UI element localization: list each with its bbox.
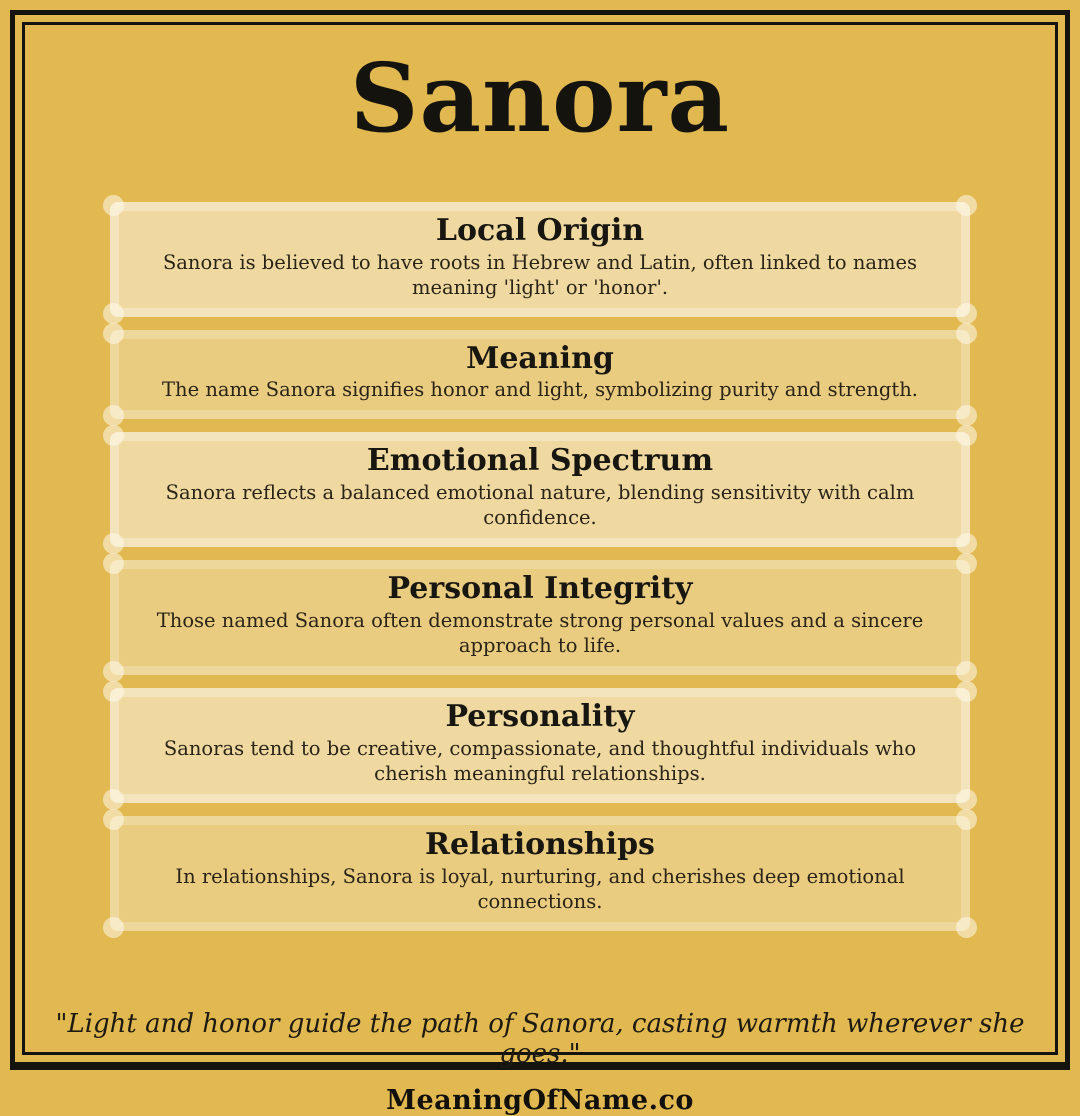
section-title: Personality — [445, 699, 635, 735]
section-body: Those named Sanora often demonstrate strong personal values and a sincere approach to life. — [156, 608, 924, 658]
page-title: Sanora — [349, 43, 731, 154]
corner-pin-icon — [956, 661, 977, 682]
section-card-emotional-spectrum — [110, 432, 970, 547]
section-body: Sanoras tend to be creative, compassionate, and thoughtful individuals who cherish meaningful relationships. — [163, 736, 917, 786]
corner-pin-icon — [103, 195, 124, 216]
outer-border — [10, 10, 1070, 1116]
section-title: Personal Integrity — [387, 571, 693, 607]
corner-pin-icon — [103, 553, 124, 574]
corner-pin-icon — [103, 533, 124, 554]
section-body: The name Sanora signifies honor and light, symbolizing purity and strength. — [162, 378, 918, 402]
section-card-meaning — [110, 330, 970, 419]
corner-pin-icon — [103, 425, 124, 446]
section-card-local-origin — [110, 202, 970, 317]
section-body: Sanora is believed to have roots in Hebrew and Latin, often linked to names meaning 'light' or 'honor'. — [162, 250, 918, 300]
corner-pin-icon — [956, 917, 977, 938]
section-title: Relationships — [425, 827, 655, 863]
quote-text: "Light and honor guide the path of Sanora, casting warmth wherever she goes." — [55, 1009, 1025, 1070]
section-title: Local Origin — [435, 213, 645, 248]
corner-pin-icon — [103, 303, 124, 324]
section-title: Emotional Spectrum — [366, 443, 714, 479]
corner-pin-icon — [103, 789, 124, 810]
inner-border — [22, 22, 1058, 1116]
corner-pin-icon — [956, 681, 977, 702]
corner-pin-icon — [956, 195, 977, 216]
corner-pin-icon — [956, 425, 977, 446]
corner-pin-icon — [956, 303, 977, 324]
corner-pin-icon — [103, 809, 124, 830]
corner-pin-icon — [103, 661, 124, 682]
section-card-personality — [110, 688, 970, 803]
site-name: MeaningOfName.co — [386, 1085, 694, 1116]
corner-pin-icon — [103, 405, 124, 426]
section-body: Sanora reflects a balanced emotional nature, blending sensitivity with calm confidence. — [165, 480, 915, 530]
corner-pin-icon — [103, 917, 124, 938]
section-body: In relationships, Sanora is loyal, nurturing, and cherishes deep emotional connections. — [175, 864, 905, 914]
sections-list — [110, 202, 970, 931]
corner-pin-icon — [956, 553, 977, 574]
corner-pin-icon — [956, 809, 977, 830]
section-title: Meaning — [466, 340, 614, 376]
corner-pin-icon — [956, 533, 977, 554]
corner-pin-icon — [956, 405, 977, 426]
corner-pin-icon — [103, 323, 124, 344]
section-card-personal-integrity — [110, 560, 970, 675]
corner-pin-icon — [103, 681, 124, 702]
section-card-relationships — [110, 816, 970, 931]
corner-pin-icon — [956, 323, 977, 344]
corner-pin-icon — [956, 789, 977, 810]
